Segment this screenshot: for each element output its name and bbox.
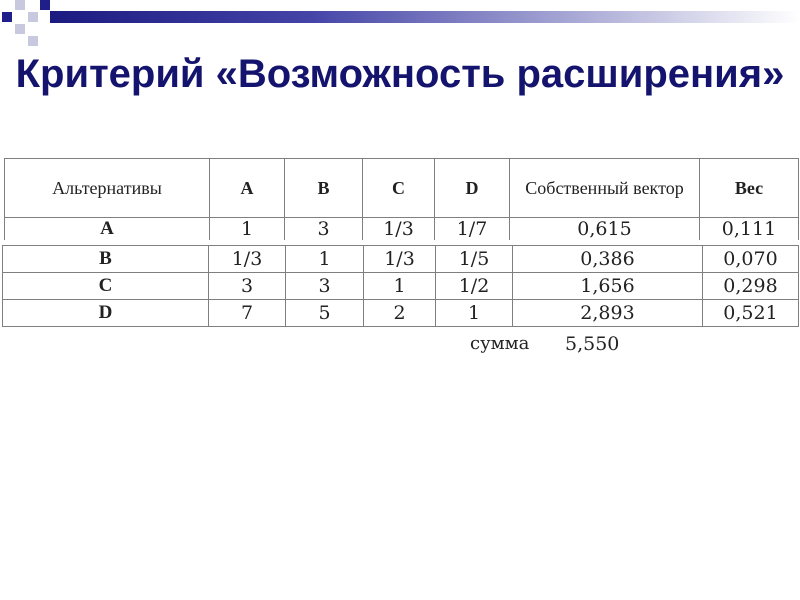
table-cell: 0,111 [700, 218, 799, 241]
table-row [5, 218, 799, 241]
header-cell: B [285, 159, 363, 218]
table-cell: 0,615 [510, 218, 700, 241]
table-row [3, 273, 799, 300]
slide-title-text: Критерий «Возможность расширения» [15, 52, 785, 96]
comparison-table-top [4, 158, 799, 240]
table-cell: 0,070 [703, 246, 799, 273]
table-row [3, 300, 799, 327]
table-cell: 3 [209, 273, 286, 300]
table-cell: 1 [286, 246, 364, 273]
title-accent-bar [50, 11, 800, 23]
header-cell: D [435, 159, 510, 218]
table-cell: 1 [364, 273, 436, 300]
table-cell: 0,386 [513, 246, 703, 273]
table-cell: 2 [364, 300, 436, 327]
table-cell: 1/7 [435, 218, 510, 241]
table-cell: 1/2 [436, 273, 513, 300]
table-cell: 0,298 [703, 273, 799, 300]
table-cell: 5 [286, 300, 364, 327]
row-label: C [3, 273, 209, 300]
header-cell: Вес [700, 159, 799, 218]
table-cell: 1 [436, 300, 513, 327]
sum-label: сумма [470, 333, 530, 354]
table-cell: 1/3 [364, 246, 436, 273]
comparison-table-bottom [2, 245, 799, 327]
table-cell: 3 [285, 218, 363, 241]
table-cell: 1 [210, 218, 285, 241]
table-cell: 1/3 [363, 218, 435, 241]
table-cell: 1/5 [436, 246, 513, 273]
row-label: A [5, 218, 210, 241]
table-row [3, 246, 799, 273]
header-cell: Альтернативы [5, 159, 210, 218]
slide-title [0, 48, 800, 100]
header-cell: Собственный вектор [510, 159, 700, 218]
decor-square [15, 24, 25, 34]
decor-square [28, 36, 38, 46]
row-label: B [3, 246, 209, 273]
sum-value: 5,550 [565, 333, 620, 355]
table-header-row [5, 159, 799, 218]
table-cell: 0,521 [703, 300, 799, 327]
decor-square [15, 0, 25, 10]
table-cell: 2,893 [513, 300, 703, 327]
table-cell: 1,656 [513, 273, 703, 300]
row-label: D [3, 300, 209, 327]
header-cell: A [210, 159, 285, 218]
table-cell: 1/3 [209, 246, 286, 273]
decor-square [40, 0, 50, 10]
header-cell: C [363, 159, 435, 218]
decor-square [28, 12, 38, 22]
table-cell: 3 [286, 273, 364, 300]
decor-square [2, 12, 12, 22]
table-cell: 7 [209, 300, 286, 327]
